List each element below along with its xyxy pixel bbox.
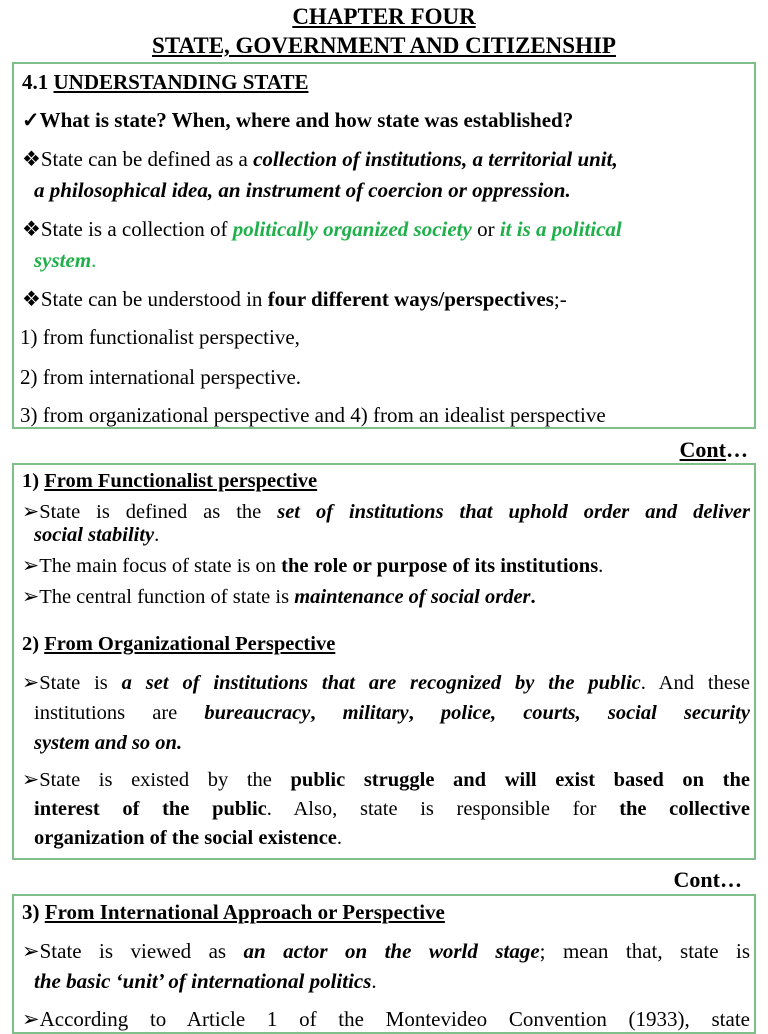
international-point-1-cont: [34, 967, 750, 995]
arrow-bullet-icon: ➢: [22, 501, 40, 523]
arrow-bullet-icon: ➢: [22, 672, 40, 694]
chapter-label: CHAPTER FOUR: [292, 4, 476, 29]
functionalist-heading-text: From Functionalist perspective: [44, 470, 318, 492]
op1-l2-lead: institutions are: [34, 702, 205, 724]
or-word: or: [471, 217, 500, 241]
perspectives-tail: ;-: [553, 287, 567, 311]
organizational-heading-text: From Organizational Perspective: [44, 633, 336, 655]
fp1-emphasis: set of institutions that uphold order and deliver: [277, 501, 750, 523]
continued-dots: …: [726, 437, 748, 462]
organizational-heading: [22, 630, 750, 658]
collection-paragraph: [22, 215, 750, 243]
international-heading: [22, 898, 750, 926]
organizational-point-1-line3: [34, 729, 750, 757]
diamond-bullet-icon: ❖: [22, 217, 41, 241]
heading-number: 1): [22, 470, 45, 492]
list-item-2: 2) from international perspective.: [20, 365, 302, 389]
continued-word: Cont: [679, 437, 726, 462]
op1-tail: . And these: [640, 672, 750, 694]
green-emphasis-2: it is a political: [499, 217, 622, 241]
ip1-emphasis: an actor on the world stage: [243, 939, 540, 963]
perspectives-bold: four different ways/perspectives: [267, 287, 554, 311]
diamond-bullet-icon: ❖: [22, 147, 41, 171]
fp3-lead: The central function of state is: [39, 586, 295, 608]
op1-military: military: [342, 702, 409, 724]
fp3-emphasis: maintenance of social order: [294, 586, 531, 608]
op1-police: police, courts, social security: [440, 702, 750, 724]
fp1-emphasis-2: social stability: [34, 524, 155, 546]
green-emphasis-3: system: [34, 248, 92, 272]
ip1-period: .: [371, 969, 377, 993]
fp2-period: .: [598, 555, 604, 577]
op1-system: system and so on.: [34, 732, 183, 754]
list-item-1: 1) from functionalist perspective,: [20, 325, 300, 349]
organizational-point-2: [22, 766, 750, 794]
arrow-bullet-icon: ➢: [22, 555, 40, 577]
op2-period: .: [336, 827, 343, 849]
organizational-point-2-line2: [34, 795, 750, 823]
green-emphasis-1: politically organized society: [232, 217, 472, 241]
section-number: 4.1: [22, 70, 54, 94]
fp1-lead: State is defined as the: [39, 501, 278, 523]
check-icon: ✓: [22, 108, 40, 132]
collection-lead: State is a collection of: [40, 217, 233, 241]
organizational-point-1-line2: [34, 699, 750, 727]
arrow-bullet-icon: ➢: [22, 586, 40, 608]
functionalist-point-1-cont: [34, 521, 750, 549]
op2-bold-1: public struggle and will exist based on the: [290, 769, 750, 791]
arrow-bullet-icon: ➢: [22, 769, 40, 791]
question-text: What is state? When, where and how state was established?: [39, 108, 574, 132]
organizational-point-1: [22, 669, 750, 697]
international-box: [12, 894, 756, 1034]
op2-bold-4: organization of the social existence: [34, 827, 337, 849]
ip1-tail: ; mean that, state is: [539, 939, 750, 963]
functionalist-heading: [22, 467, 750, 495]
continued-label-2: Cont…: [673, 867, 742, 892]
arrow-bullet-icon: ➢: [22, 939, 40, 963]
op2-lead: State is existed by the: [39, 769, 291, 791]
ip1-lead: State is viewed as: [39, 939, 244, 963]
op1-bureaucracy: bureaucracy: [204, 702, 311, 724]
definition-emphasis-2: a philosophical idea, an instrument of coercion or oppression.: [34, 178, 571, 202]
understanding-state-box: [12, 62, 756, 429]
heading-number: 2): [22, 633, 45, 655]
fp2-lead: The main focus of state is on: [39, 555, 282, 577]
ip2-text: According to Article 1 of the Montevideo Convention (1933), state: [39, 1007, 750, 1031]
op1-lead: State is: [39, 672, 122, 694]
perspectives-paragraph: [22, 285, 750, 313]
diamond-bullet-icon: ❖: [22, 287, 41, 311]
definition-emphasis-1: collection of institutions, a territorial unit,: [253, 147, 618, 171]
continued-label-1: [680, 436, 748, 464]
fp3-period: .: [530, 586, 536, 608]
section-heading-text: UNDERSTANDING STATE: [53, 70, 309, 94]
international-point-1: [22, 937, 750, 965]
collection-paragraph-cont: [34, 246, 750, 274]
ip1-emphasis-2: the basic ‘unit’ of international politics: [34, 969, 372, 993]
op2-mid: . Also, state is responsible for: [266, 798, 620, 820]
international-point-2: [22, 1005, 750, 1033]
chapter-title: STATE, GOVERNMENT AND CITIZENSHIP: [152, 33, 616, 58]
perspectives-lead: State can be understood in: [40, 287, 268, 311]
section-heading: [22, 68, 750, 96]
fp1-period: .: [154, 524, 160, 546]
functionalist-point-2: [22, 552, 750, 580]
definition-paragraph: [22, 145, 750, 173]
green-period: .: [91, 248, 97, 272]
arrow-bullet-icon: ➢: [22, 1007, 40, 1031]
op2-bold-2: interest of the public: [34, 798, 267, 820]
op1-comma-1: ,: [310, 702, 343, 724]
functionalist-point-3: [22, 583, 750, 611]
heading-number: 3): [22, 900, 45, 924]
fp2-bold: the role or purpose of its institutions: [281, 555, 599, 577]
definition-lead: State can be defined as a: [40, 147, 254, 171]
definition-paragraph-cont: [34, 176, 750, 204]
organizational-point-2-line3: [34, 824, 750, 852]
list-item-3: 3) from organizational perspective and 4) from an idealist perspective: [20, 403, 606, 427]
question-line: [22, 106, 750, 134]
op2-bold-3: the collective: [619, 798, 750, 820]
international-heading-text: From International Approach or Perspective: [44, 900, 445, 924]
op1-emphasis: a set of institutions that are recognized by the public: [121, 672, 641, 694]
op1-comma-2: ,: [408, 702, 441, 724]
functionalist-organizational-box: [12, 463, 756, 860]
